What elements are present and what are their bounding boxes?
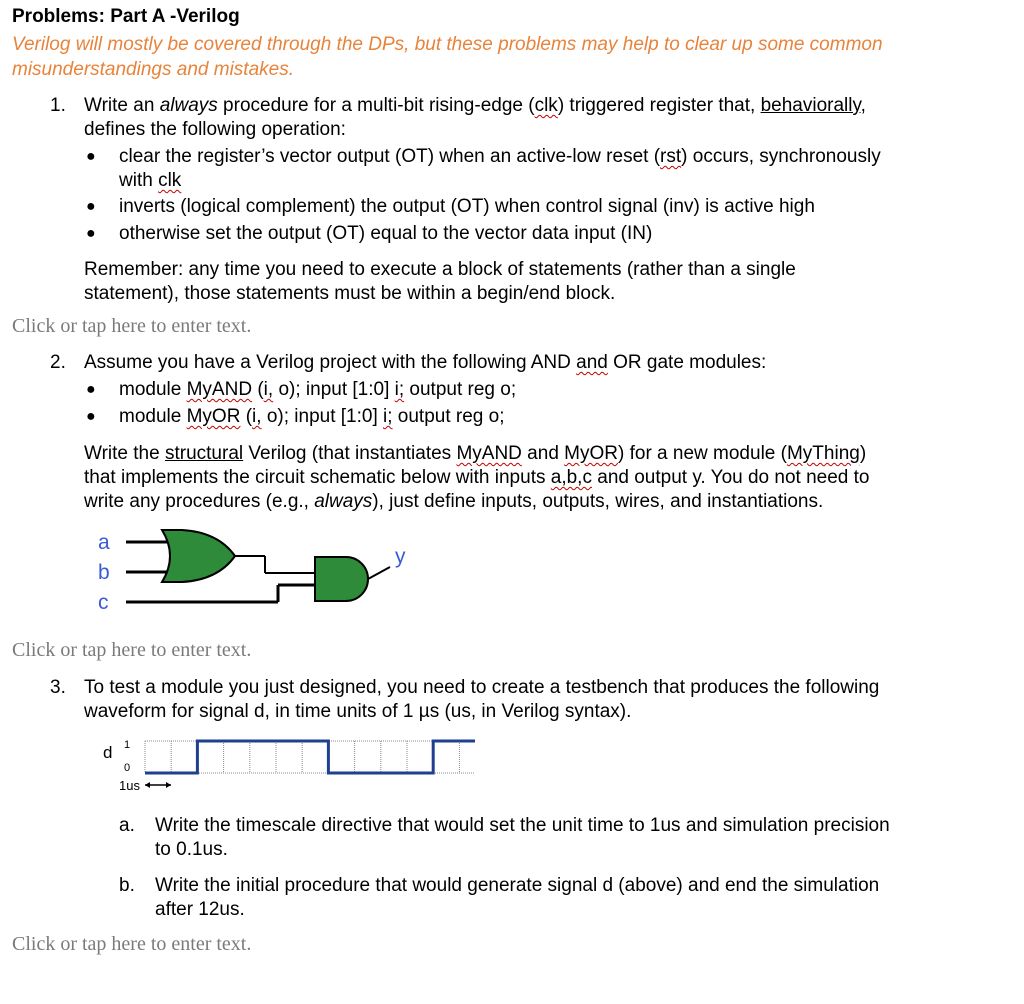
bullet-icon: ● [86, 198, 96, 215]
q2-module-myand: module MyAND (i, o); input [1:0] i; output reg o; [119, 379, 517, 400]
q2-line1: Assume you have a Verilog project with the following AND and OR gate modules: [84, 352, 767, 373]
page-subtitle: Verilog will mostly be covered through the DPs, but these problems may help to clear up some common misunderstandings and mistakes. [12, 34, 883, 80]
wire-y [368, 567, 390, 579]
q3-line2: waveform for signal d, in time units of 1 µs (us, in Verilog syntax). [84, 701, 632, 722]
q2-para-l3: write any procedures (e.g., always), just define inputs, outputs, wires, and instantiations. [84, 491, 824, 512]
input-label-c: c [98, 591, 109, 614]
bullet-icon: ● [86, 381, 96, 398]
bullet-icon: ● [86, 148, 96, 165]
q1-bullet-1: clear the register’s vector output (OT) when an active-low reset (rst) occurs, synchronously [119, 146, 881, 167]
wave-lo-label: 0 [124, 762, 131, 774]
bullet-icon: ● [86, 408, 96, 425]
q3a-letter: a. [119, 815, 135, 836]
q3b-line1: Write the initial procedure that would generate signal d (above) and end the simulation [155, 875, 880, 896]
q2-number: 2. [50, 352, 66, 373]
answer-field-q2[interactable]: Click or tap here to enter text. [12, 639, 252, 661]
input-label-a: a [98, 531, 110, 554]
q1-intro-line1: Write an always procedure for a multi-bit rising-edge (clk) triggered register that, behaviorally, [84, 95, 866, 116]
wave-trace [145, 741, 475, 773]
page-title: Problems: Part A -Verilog [12, 6, 240, 27]
answer-field-q1[interactable]: Click or tap here to enter text. [12, 315, 252, 337]
wave-grid [145, 741, 475, 773]
bullet-icon: ● [86, 225, 96, 242]
circuit-schematic [90, 525, 430, 615]
q2-para-l2: that implements the circuit schematic below with inputs a,b,c and output y. You do not need to [84, 467, 870, 488]
or-gate [162, 530, 235, 582]
q3a-line2: to 0.1us. [155, 839, 228, 860]
wave-hi-label: 1 [124, 739, 131, 751]
wave-signal-label: d [103, 743, 113, 762]
q3b-line2: after 12us. [155, 899, 245, 920]
waveform-diagram [95, 733, 475, 795]
q3a-line1: Write the timescale directive that would set the unit time to 1us and simulation precision [155, 815, 890, 836]
q3-line1: To test a module you just designed, you need to create a testbench that produces the following [84, 677, 880, 698]
q1-remember-l2: statement), those statements must be within a begin/end block. [84, 283, 616, 304]
answer-field-q3[interactable]: Click or tap here to enter text. [12, 933, 252, 955]
q1-intro-line2: defines the following operation: [84, 119, 346, 140]
q3b-letter: b. [119, 875, 135, 896]
q2-module-myor: module MyOR (i, o); input [1:0] i; output reg o; [119, 406, 505, 427]
input-label-b: b [98, 561, 110, 584]
q1-bullet-2: inverts (logical complement) the output (OT) when control signal (inv) is active high [119, 196, 815, 217]
q3-number: 3. [50, 677, 66, 698]
time-unit-arrow [145, 782, 171, 788]
and-gate [315, 557, 368, 601]
output-label-y: y [395, 545, 406, 568]
q1-remember-l1: Remember: any time you need to execute a block of statements (rather than a single [84, 259, 796, 280]
q1-bullet-1-cont: with clk [119, 170, 182, 191]
q1-bullet-3: otherwise set the output (OT) equal to the vector data input (IN) [119, 223, 653, 244]
wave-unit-label: 1us [119, 778, 140, 793]
q2-para-l1: Write the structural Verilog (that instantiates MyAND and MyOR) for a new module (MyThing) [84, 443, 867, 464]
q1-number: 1. [50, 95, 66, 116]
